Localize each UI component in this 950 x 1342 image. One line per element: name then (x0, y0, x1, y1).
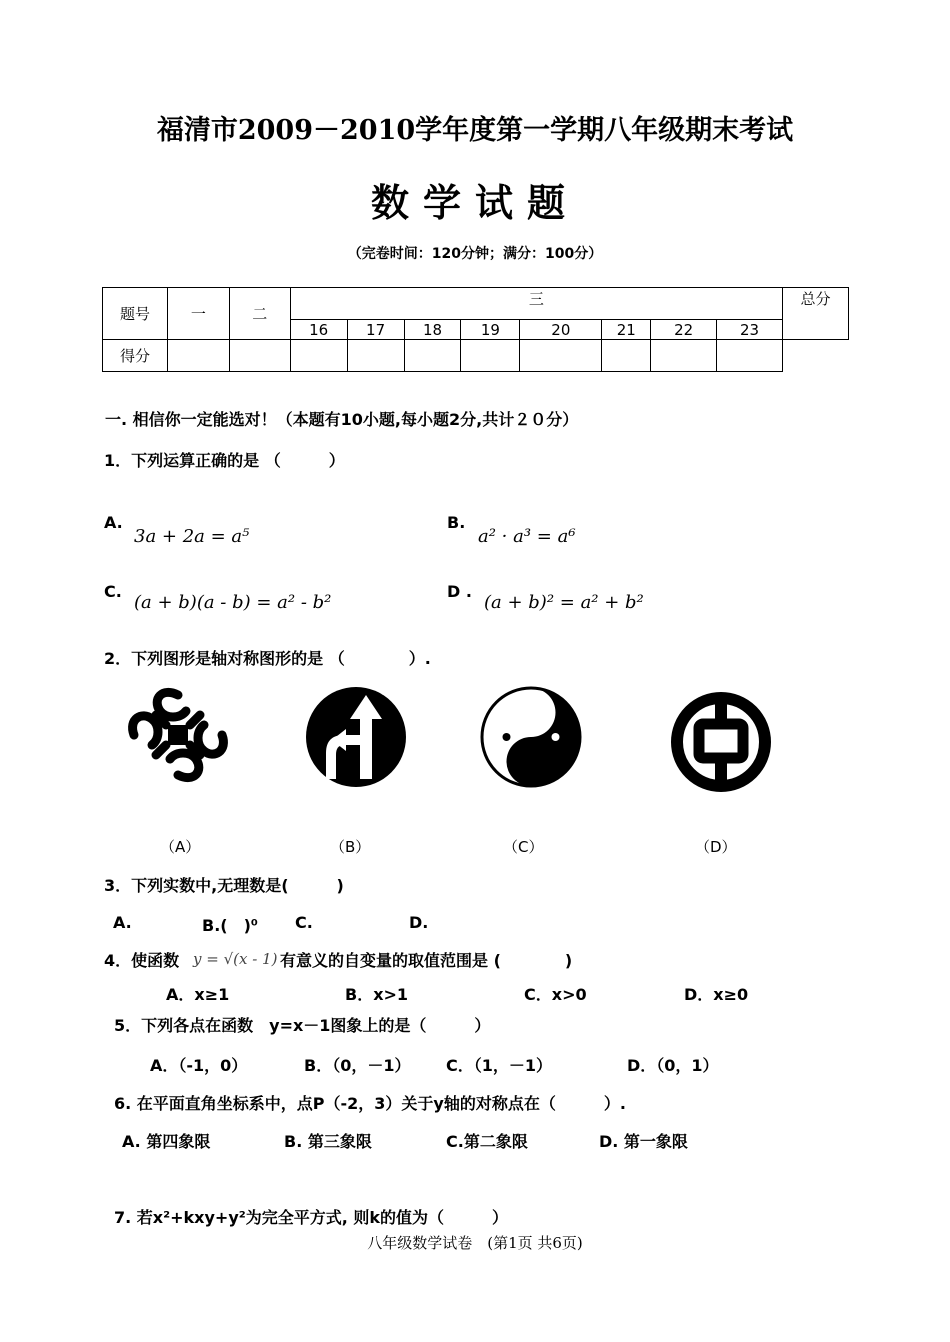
q4-option-a: A．x≥1 (166, 985, 230, 1004)
yin-yang-icon (479, 685, 583, 789)
q4-option-b: B．x>1 (345, 985, 409, 1004)
q1-option-d-label: D . (447, 582, 472, 601)
score-cell (167, 340, 229, 372)
sub-question-cell: 20 (520, 320, 602, 340)
q1-option-c-math: (a + b)(a - b) = a² - b² (134, 592, 332, 613)
q1-option-a-label: A. (104, 513, 123, 532)
bank-coin-logo-icon (669, 690, 773, 794)
page-footer: 八年级数学试卷 (第1页 共6页) (367, 1234, 583, 1252)
q1-option-c-label: C. (104, 582, 122, 601)
sub-question-cell: 22 (651, 320, 717, 340)
q7-stem: 7. 若x²+kxy+y²为完全平方式, 则k的值为（ ） (114, 1208, 509, 1227)
section-3-header: 三 (290, 288, 782, 320)
q3-option-c: C. (295, 913, 313, 932)
q3-stem: 3．下列实数中,无理数是( ) (104, 876, 344, 895)
q6-option-b: B. 第三象限 (284, 1132, 372, 1151)
q4-option-c: C．x>0 (524, 985, 587, 1004)
q1-option-a-math: 3a + 2a = a⁵ (134, 526, 250, 547)
q1-option-b-label: B. (447, 513, 466, 532)
q5-option-c: C．（1，－1） (446, 1056, 553, 1075)
sub-question-cell: 21 (602, 320, 651, 340)
score-cell (651, 340, 717, 372)
sub-question-cell: 23 (717, 320, 783, 340)
label-question-number: 题号 (103, 288, 168, 340)
score-cell (602, 340, 651, 372)
section-1-heading: 一. 相信你一定能选对！（本题有10小题,每小题2分,共计２０分） (105, 410, 579, 429)
q3-option-d: D. (409, 913, 429, 932)
total-header: 总分 (783, 288, 849, 340)
q3-option-a: A. (113, 913, 132, 932)
q5-stem: 5．下列各点在函数 y=x－1图象上的是（ ） (114, 1016, 491, 1035)
sub-question-cell: 18 (404, 320, 461, 340)
sub-question-cell: 16 (290, 320, 347, 340)
score-cell (520, 340, 602, 372)
score-cell (404, 340, 461, 372)
exam-subtitle: 数学试题 (370, 180, 579, 225)
section-1-header: 一 (167, 288, 229, 340)
q5-option-b: B．（0，－1） (304, 1056, 411, 1075)
score-cell (717, 340, 783, 372)
q2-label-c: （C） (503, 838, 544, 856)
q5-option-a: A．（-1，0） (150, 1056, 248, 1075)
exam-title: 福清市2009－2010学年度第一学期八年级期末考试 (156, 115, 794, 146)
q1-stem: 1．下列运算正确的是 （ ） (104, 451, 345, 470)
q2-label-a: （A） (160, 838, 201, 856)
q1-option-b-math: a² · a³ = a⁶ (478, 526, 576, 547)
q2-label-d: （D） (695, 838, 737, 856)
score-cell (229, 340, 290, 372)
q2-stem: 2．下列图形是轴对称图形的是 （ ）. (104, 649, 431, 668)
exam-note: （完卷时间：120分钟；满分：100分） (347, 246, 603, 262)
q1-option-d-math: (a + b)² = a² + b² (484, 592, 644, 613)
sub-question-cell: 17 (347, 320, 404, 340)
score-cell (347, 340, 404, 372)
sub-question-cell: 19 (461, 320, 520, 340)
q5-option-d: D．（0，1） (627, 1056, 719, 1075)
label-score: 得分 (103, 340, 168, 372)
section-2-header: 二 (229, 288, 290, 340)
score-cell (290, 340, 347, 372)
q6-option-a: A. 第四象限 (122, 1132, 211, 1151)
score-cell (461, 340, 520, 372)
q4-formula: y = √(x - 1) (193, 950, 278, 968)
q4-stem-post: 有意义的自变量的取值范围是 ( ) (280, 951, 573, 970)
q4-option-d: D．x≥0 (684, 985, 749, 1004)
knot-symbol-icon (126, 685, 230, 785)
q4-stem-pre: 4．使函数 (104, 951, 180, 970)
q6-option-d: D. 第一象限 (599, 1132, 688, 1151)
road-sign-arrows-icon (304, 685, 408, 789)
q2-label-b: （B） (330, 838, 371, 856)
score-table (102, 287, 849, 372)
q3-option-b: B.( )⁰ (202, 916, 258, 935)
q6-stem: 6. 在平面直角坐标系中，点P（-2，3）关于y轴的对称点在（ ）. (114, 1094, 626, 1113)
q6-option-c: C.第二象限 (446, 1132, 528, 1151)
